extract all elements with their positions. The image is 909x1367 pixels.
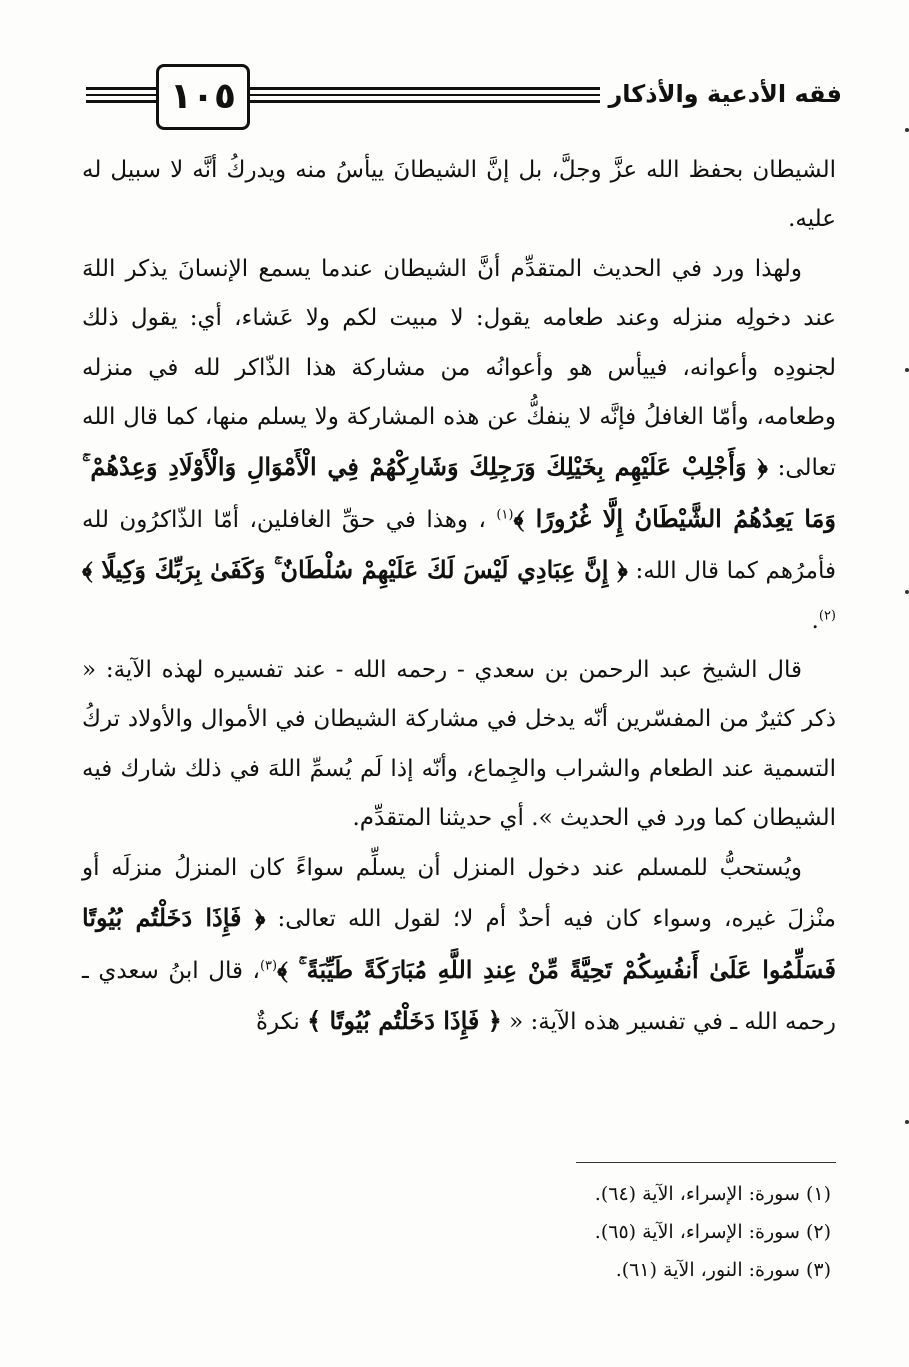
paragraph-text: ولهذا ورد في الحديث المتقدِّم أنَّ الشيطان عندما يسمع الإنسانَ يذكر اللهَ عند دخولِه منزله وعند طعامه يقول: لا مبيت لكم ولا عَشاء، أي: يقول ذلك لجنودِه وأعوانه، فييأس هو وأعوانُه من مشاركة هذا الذّاكر لله في منزله وطعامه، وأمّا الغافلُ فإنَّه لا ينفكُّ عن هذه المشاركة ولا يسلم منها، كما قال الله تعالى: [82, 255, 836, 482]
footnote: (١) سورة: الإسراء، الآية (٦٤). [594, 1183, 831, 1205]
paragraph-text: ، وهذا في حقِّ الغافلين، أمّا الذّاكرُون لله فأمرُهم كما قال الله: [82, 506, 836, 585]
page-body [82, 146, 836, 1047]
footnote-ref: (٢) [818, 608, 836, 623]
book-title: فقه الأدعية والأذكار [600, 76, 842, 112]
paragraph: قال الشيخ عبد الرحمن بن سعدي - رحمه الله - عند تفسيره لهذه الآية: « ذكر كثيرٌ من المفسّرين أنّه يدخل في مشاركة الشيطان في الأموال والأولاد تركُ التسمية عند الطعام والشراب والجِماع، وأنّه إذا لَم يُسمِّ اللهَ في ذلك شارك فيه الشيطان كما ورد في الحديث ». أي حديثنا المتقدِّم. [82, 657, 836, 832]
page-number: ١٠٥ [156, 64, 250, 130]
scan-speck [905, 590, 909, 594]
quran-verse: ﴿ فَإِذَا دَخَلْتُم بُيُوتًا ﴾ [307, 1005, 502, 1035]
page-header [82, 62, 842, 134]
paragraph-text: ، قال ابنُ سعدي ـ رحمه الله ـ في تفسير هذه الآية: « [82, 957, 836, 1035]
quran-verse: ﴿ وَأَجْلِبْ عَلَيْهِم بِخَيْلِكَ وَرَجِلِكَ وَشَارِكْهُمْ فِي الْأَمْوَالِ وَالْأَوْلَادِ وَعِدْهُمْ ۚ وَمَا يَعِدُهُمُ الشَّيْطَانُ إِلَّا غُرُورًا ﴾ [82, 452, 836, 533]
scan-speck [905, 1120, 909, 1124]
footnote-ref: (١) [496, 507, 514, 523]
paragraph [82, 245, 836, 646]
footnote: (٣) سورة: النور، الآية (٦١). [615, 1259, 831, 1281]
footnote-separator [576, 1162, 836, 1163]
footnotes [231, 1175, 831, 1289]
paragraph-text: ويُستحبُّ للمسلم عند دخول المنزل أن يسلِّم سواءً كان المنزلُ منزلَه أو منْزلَ غيره، وسواء كان فيه أحدٌ أم لا؛ لقول الله تعالى: [82, 854, 836, 933]
quran-verse: ﴿ فَإِذَا دَخَلْتُم بُيُوتًا فَسَلِّمُوا عَلَىٰ أَنفُسِكُمْ تَحِيَّةً مِّنْ عِندِ اللَّهِ مُبَارَكَةً طَيِّبَةً ۚ ﴾ [82, 903, 836, 984]
paragraph [82, 844, 836, 1048]
paragraph: الشيطان بحفظ الله عزَّ وجلَّ، بل إنَّ الشيطانَ ييأسُ منه ويدركُ أنَّه لا سبيل له عليه. [82, 157, 836, 233]
paragraph-text: نكرةٌ [255, 1008, 308, 1035]
footnote-ref: (٣) [259, 957, 278, 973]
paragraph-text: . [811, 607, 819, 634]
scan-speck [905, 368, 909, 372]
quran-verse: ﴿ إِنَّ عِبَادِي لَيْسَ لَكَ عَلَيْهِمْ سُلْطَانٌ ۚ وَكَفَىٰ بِرَبِّكَ وَكِيلًا ﴾ [82, 555, 628, 585]
scan-speck [905, 128, 909, 132]
footnote: (٢) سورة: الإسراء، الآية (٦٥). [594, 1221, 831, 1243]
